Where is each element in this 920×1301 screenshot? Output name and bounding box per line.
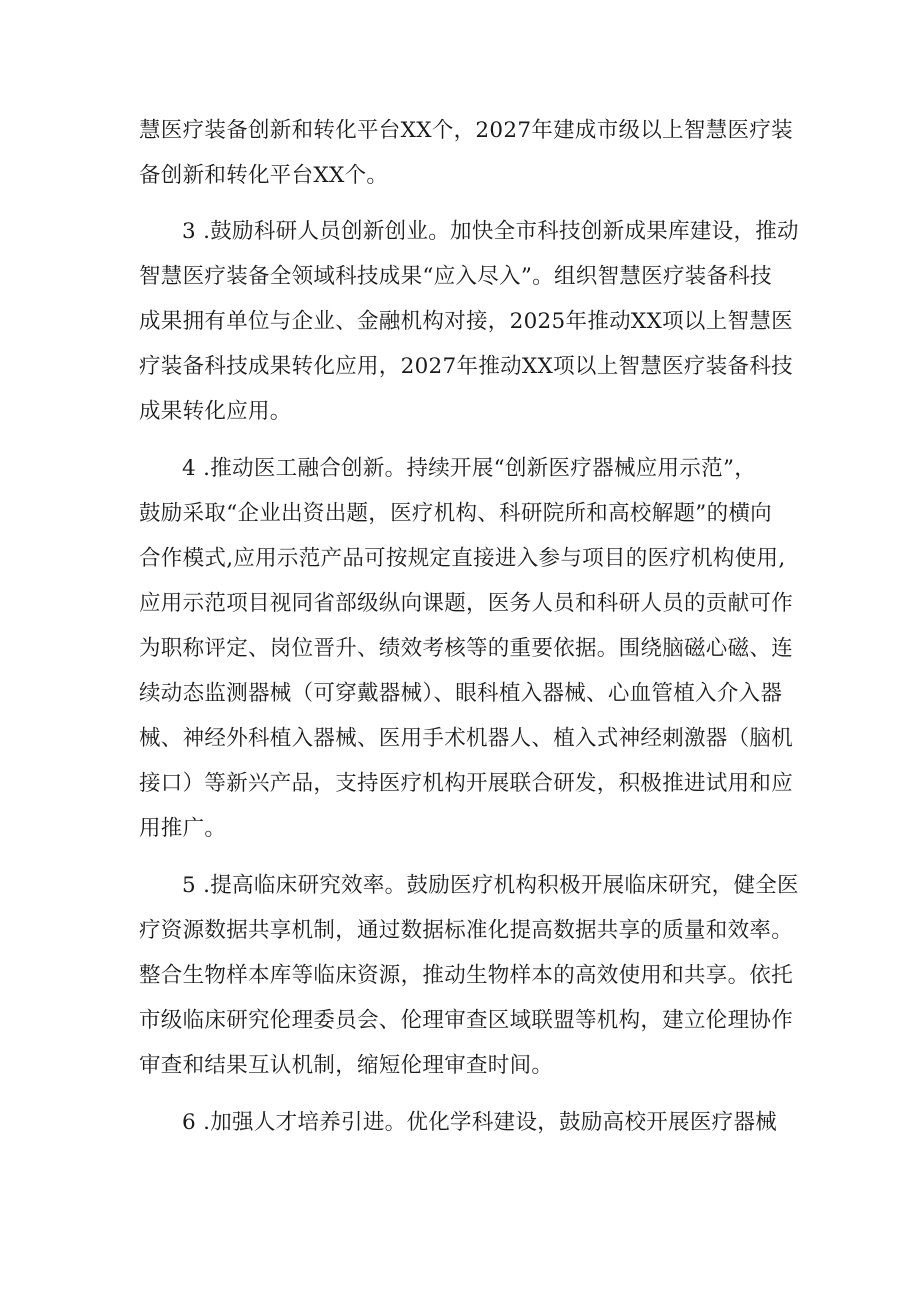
- text-line: 械、神经外科植入器械、医用手术机器人、植入式神经刺激器（脑机: [139, 726, 794, 751]
- text-line: 为职称评定、岗位晋升、绩效考核等的重要依据。围绕脑磁心磁、连: [139, 636, 794, 661]
- text-line: 6 .加强人才培养引进。优化学科建设，鼓励高校开展医疗器械: [182, 1110, 778, 1135]
- text-line: 审查和结果互认机制，缩短伦理审查时间。: [139, 1053, 554, 1078]
- text-line: 疗资源数据共享机制，通过数据标准化提高数据共享的质量和效率。: [139, 918, 794, 943]
- paragraph-continuation: [139, 108, 793, 198]
- paragraph-item-4: [139, 446, 794, 851]
- text-line: 备创新和转化平台XX个。: [139, 163, 389, 188]
- document-body: [139, 108, 799, 1145]
- text-line: 4 .推动医工融合创新。持续开展“创新医疗器械应用示范”，: [182, 456, 757, 481]
- text-line: 慧医疗装备创新和转化平台XX个，2027年建成市级以上智慧医疗装: [139, 118, 793, 143]
- text-line: 3 .鼓励科研人员创新创业。加快全市科技创新成果库建设，推动: [182, 219, 799, 244]
- paragraph-item-3: [139, 209, 799, 434]
- text-line: 用推广。: [139, 816, 227, 841]
- text-line: 续动态监测器械（可穿戴器械）、眼科植入器械、心血管植入介入器: [139, 681, 783, 706]
- text-line: 成果拥有单位与企业、金融机构对接，2025年推动XX项以上智慧医: [139, 309, 793, 334]
- text-line: 接口）等新兴产品，支持医疗机构开展联合研发，积极推进试用和应: [139, 771, 794, 796]
- text-line: 智慧医疗装备全领域科技成果“应入尽入”。组织智慧医疗装备科技: [139, 264, 772, 289]
- text-line: 疗装备科技成果转化应用，2027年推动XX项以上智慧医疗装备科技: [139, 354, 793, 379]
- text-line: 市级临床研究伦理委员会、伦理审查区域联盟等机构，建立伦理协作: [139, 1008, 794, 1033]
- text-line: 鼓励采取“企业出资出题，医疗机构、科研院所和高校解题”的横向: [139, 501, 772, 526]
- text-line: 应用示范项目视同省部级纵向课题，医务人员和科研人员的贡献可作: [139, 591, 794, 616]
- paragraph-item-5: [139, 863, 799, 1088]
- paragraph-item-6: [139, 1100, 789, 1145]
- text-line: 5 .提高临床研究效率。鼓励医疗机构积极开展临床研究，健全医: [182, 873, 799, 898]
- text-line: 合作模式,应用示范产品可按规定直接进入参与项目的医疗机构使用,: [139, 546, 786, 571]
- text-line: 整合生物样本库等临床资源，推动生物样本的高效使用和共享。依托: [139, 963, 794, 988]
- text-line: 成果转化应用。: [139, 399, 292, 424]
